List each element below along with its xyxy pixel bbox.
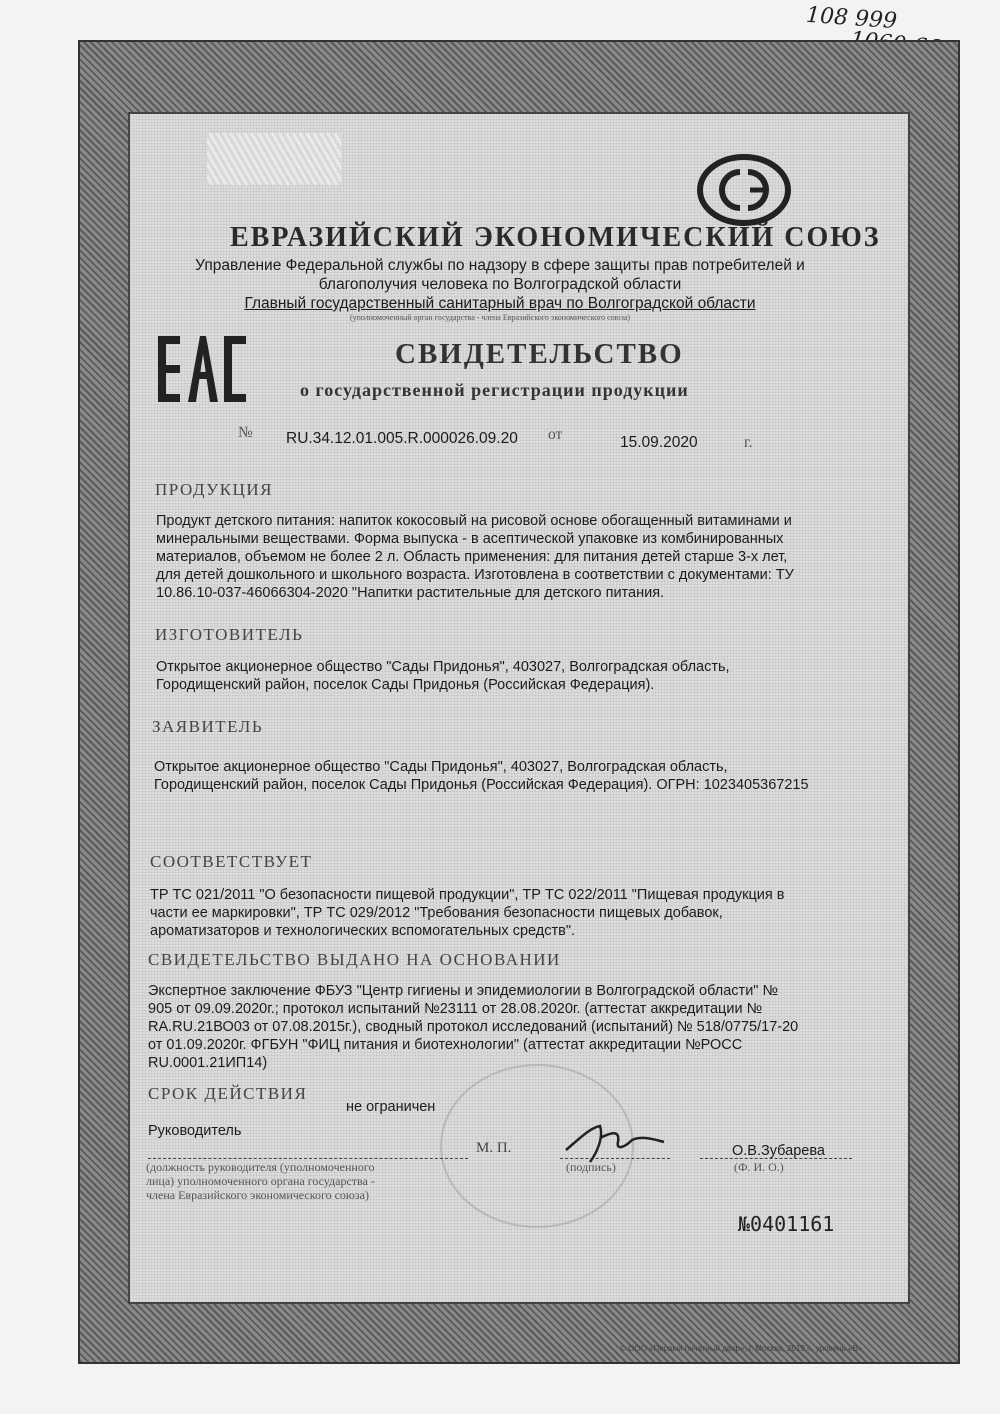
year-suffix: г. — [744, 434, 753, 451]
basis-line: RU.0001.21ИП14) — [148, 1055, 268, 1071]
security-pattern — [207, 133, 341, 185]
handwritten-signature-icon — [560, 1118, 670, 1168]
date-label: от — [548, 426, 563, 443]
product-line: Продукт детского питания: напиток кокосовый на рисовой основе обогащенный витаминами и — [156, 513, 792, 529]
registration-number: RU.34.12.01.005.R.000026.09.20 — [286, 430, 518, 447]
signature-underline — [148, 1158, 468, 1159]
basis-text — [148, 982, 868, 1072]
validity-heading: СРОК ДЕЙСТВИЯ — [148, 1084, 308, 1103]
caption-line: (должность руководителя (уполномоченного — [146, 1160, 375, 1174]
caption-line: лица) уполномоченного органа государства - — [146, 1174, 375, 1188]
printer-note: © ООО «Первый печатный двор», г. Москва, 2019 г., уровень «В» — [620, 1344, 863, 1353]
product-text — [156, 512, 856, 602]
product-line: для детей дошкольного и школьного возраста. Изготовлена в соответствии с документами: ТУ — [156, 567, 794, 583]
union-name: ЕВРАЗИЙСКИЙ ЭКОНОМИЧЕСКИЙ СОЮЗ — [230, 222, 881, 253]
serial-number: №0401161 — [738, 1212, 835, 1236]
number-label: № — [238, 424, 253, 441]
conforms-heading: СООТВЕТСТВУЕТ — [150, 852, 313, 871]
se-logo-icon — [696, 154, 792, 226]
signature-caption: (подпись) — [566, 1160, 616, 1174]
basis-line: RA.RU.21ВО03 от 07.08.2015г.), сводный протокол исследований (испытаний) № 518/0775/17-20 — [148, 1019, 799, 1035]
fio-caption: (Ф. И. О.) — [734, 1160, 784, 1174]
certificate-title: СВИДЕТЕЛЬСТВО — [395, 338, 684, 370]
conforms-text — [150, 886, 860, 940]
authority-line-3: Главный государственный санитарный врач по Волгоградской области — [244, 295, 756, 312]
applicant-text — [154, 758, 864, 794]
registration-date: 15.09.2020 — [620, 434, 698, 451]
product-heading: ПРОДУКЦИЯ — [155, 480, 273, 499]
authority-line-2: благополучия человека по Волгоградской области — [318, 276, 682, 293]
conforms-line: части ее маркировки", ТР ТС 029/2012 "Требования безопасности пищевых добавок, — [150, 905, 723, 921]
applicant-line: Городищенский район, поселок Сады Придонья (Российская Федерация). ОГРН: 1023405367215 — [154, 777, 809, 793]
authority-caption: (уполномоченный орган государства - члена Евразийского экономического союза) — [349, 313, 631, 322]
handwritten-note-1: 108 999 — [805, 2, 898, 35]
validity-value: не ограничен — [346, 1099, 436, 1115]
basis-line: от 01.09.2020г. ФГБУН "ФИЦ питания и биотехнологии" (аттестат аккредитации №РОСС — [148, 1037, 743, 1053]
caption-line: члена Евразийского экономического союза) — [146, 1188, 369, 1202]
manufacturer-line: Городищенский район, поселок Сады Придонья (Российская Федерация). — [156, 677, 655, 693]
manufacturer-line: Открытое акционерное общество "Сады Придонья", 403027, Волгоградская область, — [156, 659, 730, 675]
head-label: Руководитель — [148, 1123, 242, 1139]
product-line: материалов, объемом не более 2 л. Область применения: для питания детей старше 3-х лет, — [156, 549, 788, 565]
manufacturer-heading: ИЗГОТОВИТЕЛЬ — [155, 625, 304, 644]
applicant-line: Открытое акционерное общество "Сады Придонья", 403027, Волгоградская область, — [154, 759, 728, 775]
basis-line: 905 от 09.09.2020г.; протокол испытаний №23111 от 28.08.2020г. (аттестат аккредитации № — [148, 1001, 763, 1017]
authority-line-1: Управление Федеральной службы по надзору в сфере защиты прав потребителей и — [195, 257, 805, 274]
conforms-line: ароматизаторов и технологических вспомогательных средств". — [150, 923, 575, 939]
manufacturer-text — [156, 658, 856, 694]
position-caption — [146, 1160, 456, 1202]
basis-heading: СВИДЕТЕЛЬСТВО ВЫДАНО НА ОСНОВАНИИ — [148, 950, 561, 969]
seal-place-label: М. П. — [476, 1140, 512, 1156]
applicant-heading: ЗАЯВИТЕЛЬ — [152, 717, 264, 736]
product-line: минеральными веществами. Форма выпуска - в асептической упаковке из комбинированных — [156, 531, 784, 547]
authority-block — [150, 256, 850, 313]
basis-line: Экспертное заключение ФБУЗ "Центр гигиены и эпидемиологии в Волгоградской области" № — [148, 983, 779, 999]
certificate-subtitle: о государственной регистрации продукции — [300, 380, 689, 400]
conforms-line: ТР ТС 021/2011 "О безопасности пищевой продукции", ТР ТС 022/2011 "Пищевая продукция в — [150, 887, 785, 903]
eac-logo-icon — [156, 334, 248, 404]
signatory-name: О.В.Зубарева — [732, 1143, 825, 1159]
product-line: 10.86.10-037-46066304-2020 "Напитки растительные для детского питания. — [156, 585, 665, 601]
